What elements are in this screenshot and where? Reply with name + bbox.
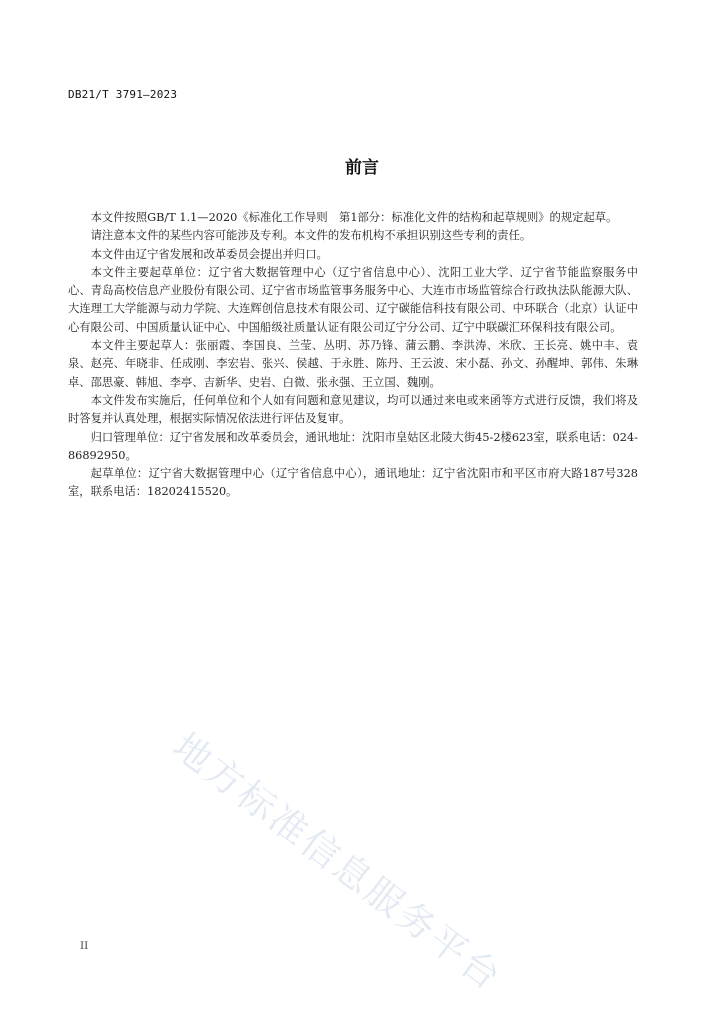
paragraph-feedback: 本文件发布实施后，任何单位和个人如有问题和意见建议，均可以通过来电或来函等方式进行反馈，我们将及时答复并认真处理，根据实际情况依法进行评估及复审。 — [68, 393, 638, 426]
paragraph-management-unit: 归口管理单位：辽宁省发展和改革委员会，通讯地址：沈阳市皇姑区北陵大街45-2楼623室，联系电话：024-86892950。 — [68, 430, 638, 462]
paragraph-drafters: 本文件主要起草人：张丽霞、李国良、兰莹、丛明、苏乃锋、蒲云鹏、李洪涛、米欣、王长亮、姚中丰、袁泉、赵亮、年晓非、任成刚、李宏岩、张兴、侯越、于永胜、陈丹、王云波、宋小磊、孙文、孙醒坤、郭伟、朱琳卓、邵思豪、韩旭、李亭、吉新华、史岩、白微、张永强、王立国、魏刚。 — [68, 339, 638, 389]
preface-body — [68, 209, 638, 502]
document-number: DB21/T 3791—2023 — [68, 88, 178, 101]
paragraph-drafting-units: 本文件主要起草单位：辽宁省大数据管理中心（辽宁省信息中心）、沈阳工业大学、辽宁省节能监察服务中心、青岛高校信息产业股份有限公司、辽宁省市场监管事务服务中心、大连市市场监管综合行政执法队能源大队、大连理工大学能源与动力学院、大连辉创信息技术有限公司、辽宁碳能信科技有限公司、中环联合（北京）认证中心有限公司、中国质量认证中心、中国船级社质量认证有限公司辽宁分公司、辽宁中联碳汇环保科技有限公司。 — [68, 265, 638, 334]
paragraph-drafting-contact: 起草单位：辽宁省大数据管理中心（辽宁省信息中心），通讯地址：辽宁省沈阳市和平区市府大路187号328室，联系电话：18202415520。 — [68, 467, 638, 499]
page-title: 前言 — [345, 158, 379, 178]
paragraph-standard-basis: 本文件按照GB/T 1.1—2020《标准化工作导则 第1部分：标准化文件的结构和起草规则》的规定起草。 — [90, 211, 618, 224]
paragraph-proposer: 本文件由辽宁省发展和改革委员会提出并归口。 — [90, 247, 328, 261]
page-number: II — [80, 940, 89, 952]
watermark: 地方标准信息服务平台 — [164, 724, 511, 1000]
paragraph-patent-notice: 请注意本文件的某些内容可能涉及专利。本文件的发布机构不承担识别这些专利的责任。 — [90, 229, 532, 243]
